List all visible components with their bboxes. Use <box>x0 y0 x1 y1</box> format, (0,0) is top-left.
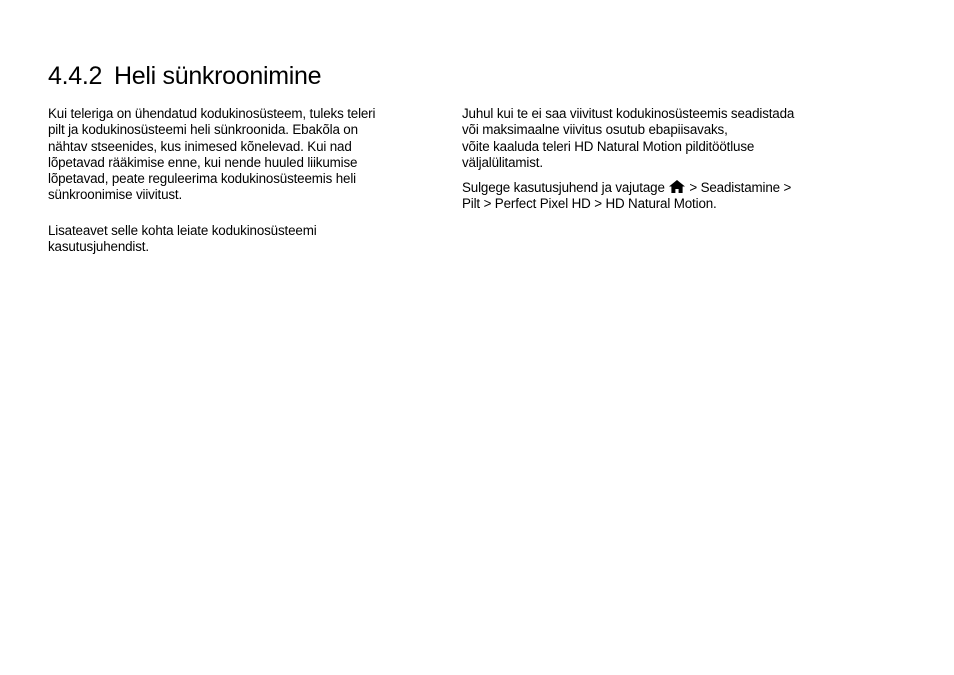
right-paragraph-2 <box>462 180 857 213</box>
text-line: pilt ja kodukinosüsteemi heli sünkroonida. Ebakõla on <box>48 122 358 138</box>
right-paragraph-1 <box>462 106 857 171</box>
section-heading <box>48 60 321 92</box>
left-paragraph-2 <box>48 223 428 256</box>
text-line: kasutusjuhendist. <box>48 239 149 255</box>
text-line: Lisateavet selle kohta leiate kodukinosüsteemi <box>48 222 317 238</box>
text-line: > Seadistamine > <box>689 180 792 196</box>
text-line: lõpetavad rääkimise enne, kui nende huuled liikumise <box>48 154 358 170</box>
text-line: lõpetavad, peate reguleerima kodukinosüsteemis heli <box>48 171 356 187</box>
text-line: Kui teleriga on ühendatud kodukinosüsteem, tuleks teleri <box>48 106 376 121</box>
text-line: nähtav stseenides, kus inimesed kõnelevad. Kui nad <box>48 138 352 154</box>
section-number: 4.4.2 <box>48 62 103 90</box>
left-paragraph-1 <box>48 106 428 204</box>
text-line: Sulgege kasutusjuhend ja vajutage <box>462 180 665 196</box>
right-column <box>462 106 857 213</box>
home-icon <box>669 180 685 193</box>
left-column <box>48 106 428 255</box>
text-line: sünkroonimise viivitust. <box>48 187 183 203</box>
text-line: Pilt > Perfect Pixel HD > HD Natural Motion. <box>462 196 717 212</box>
section-title: Heli sünkroonimine <box>114 62 322 90</box>
text-line: võite kaaluda teleri HD Natural Motion pilditöötluse <box>462 138 755 154</box>
text-line: või maksimaalne viivitus osutub ebapiisavaks, <box>462 122 728 138</box>
text-line: Juhul kui te ei saa viivitust kodukinosüsteemis seadistada <box>462 106 795 121</box>
text-line: väljalülitamist. <box>462 154 543 170</box>
